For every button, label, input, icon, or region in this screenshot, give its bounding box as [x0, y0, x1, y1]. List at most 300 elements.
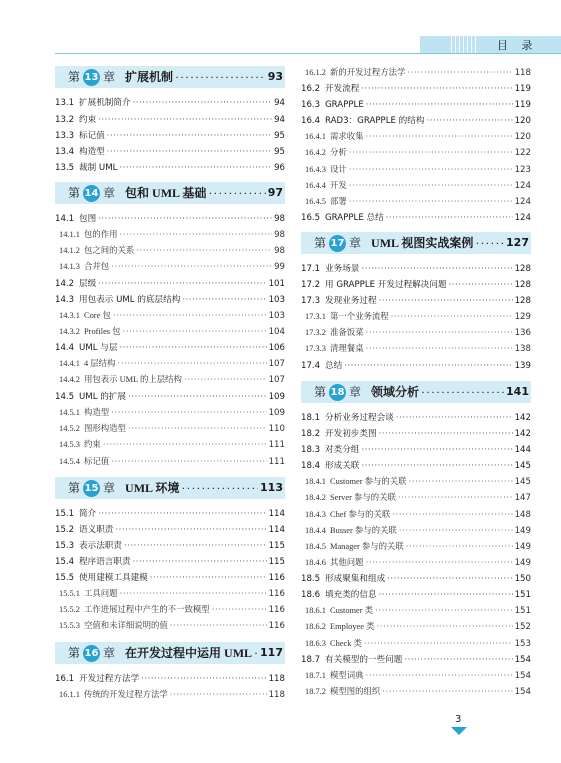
leader-dots — [421, 381, 504, 403]
chapter-page: 113 — [260, 481, 283, 494]
entry-page: 114 — [268, 509, 285, 519]
toc-section[interactable] — [301, 443, 531, 457]
chapter-heading[interactable] — [55, 182, 285, 204]
entry-page: 145 — [514, 461, 531, 471]
toc-section[interactable] — [55, 277, 285, 291]
toc-section[interactable] — [301, 653, 531, 667]
entry-title: 构造型 — [79, 147, 105, 157]
leader-dots — [128, 422, 267, 436]
entry-number: 14.5.2 — [59, 424, 80, 433]
entry-number: 18.4 — [301, 461, 321, 471]
entry-page: 119 — [514, 84, 531, 94]
toc-section[interactable] — [55, 212, 285, 226]
toc-section[interactable] — [301, 114, 531, 128]
chapter-heading[interactable] — [301, 381, 531, 403]
entry-page: 94 — [274, 98, 285, 108]
entry-title: Customer 类 — [330, 606, 374, 615]
entry-page: 129 — [514, 312, 531, 322]
entry-number: 13.5 — [55, 163, 75, 173]
leader-dots — [111, 406, 266, 420]
toc-subsection[interactable] — [301, 556, 531, 570]
entry-number: 14.2 — [55, 279, 75, 289]
entry-number: 17.3.1 — [305, 312, 326, 321]
toc-section[interactable] — [301, 211, 531, 225]
leader-dots — [98, 212, 272, 226]
leader-dots — [361, 459, 512, 473]
entry-title: 开发流程 — [325, 84, 360, 94]
leader-dots — [115, 523, 266, 537]
entry-page: 104 — [268, 327, 285, 337]
toc-subsection[interactable] — [55, 587, 285, 601]
leader-dots — [170, 688, 267, 702]
toc-section[interactable] — [301, 294, 531, 308]
chapter-number: 14 — [83, 185, 100, 202]
entry-title: 裁制 UML — [79, 163, 118, 173]
toc-section[interactable] — [55, 539, 285, 553]
leader-dots — [136, 244, 272, 258]
leader-dots — [366, 130, 513, 144]
entry-page: 114 — [268, 525, 285, 535]
entry-title: 设计 — [330, 165, 347, 174]
entry-page: 124 — [514, 181, 531, 191]
entry-number: 16.4.2 — [305, 148, 326, 157]
entry-title: 包之间的关系 — [84, 246, 135, 255]
entry-title: 开发 — [330, 181, 347, 190]
chapter-prefix: 第 — [314, 236, 327, 250]
toc-subsection[interactable] — [301, 524, 531, 538]
entry-page: 149 — [514, 558, 531, 568]
chapter-prefix: 第 — [68, 70, 81, 84]
leader-dots — [449, 278, 513, 292]
entry-title: 模型图的组织 — [330, 687, 381, 696]
toc-subsection[interactable] — [301, 310, 531, 324]
leader-dots — [409, 475, 513, 489]
entry-number: 16.4.4 — [305, 181, 326, 190]
entry-number: 15.5 — [55, 573, 75, 583]
entry-number: 15.5.2 — [59, 605, 80, 614]
toc-section[interactable] — [301, 427, 531, 441]
leader-dots — [103, 438, 267, 452]
leader-dots — [119, 341, 266, 355]
toc-section[interactable] — [55, 161, 285, 175]
chapter-suffix: 章 — [349, 236, 362, 250]
leader-dots — [375, 604, 513, 618]
chapter-page: 93 — [267, 70, 283, 83]
entry-title: 层级 — [79, 279, 97, 289]
entry-page: 118 — [514, 68, 531, 78]
toc-subsection[interactable] — [55, 406, 285, 420]
leader-dots — [111, 455, 266, 469]
toc-subsection[interactable] — [55, 309, 285, 323]
entry-title: 约束 — [84, 440, 101, 449]
toc-subsection[interactable] — [301, 326, 531, 340]
page-number: 3 — [455, 714, 462, 725]
leader-dots — [366, 98, 513, 112]
entry-title: 空值和未详细说明的值 — [84, 621, 168, 630]
leader-dots — [175, 66, 266, 88]
leader-dots — [133, 96, 272, 110]
entry-title: Server 参与的关联 — [330, 493, 396, 502]
leader-dots — [107, 145, 272, 159]
entry-title: 扩展机制简介 — [79, 98, 131, 108]
leader-dots — [376, 620, 512, 634]
leader-dots — [120, 587, 267, 601]
entry-page: 103 — [268, 311, 285, 321]
chapter-number: 16 — [83, 645, 100, 662]
chapter-heading[interactable] — [55, 66, 285, 88]
toc-subsection[interactable] — [301, 130, 531, 144]
toc-subsection[interactable] — [301, 540, 531, 554]
leader-dots — [366, 669, 513, 683]
leader-dots — [120, 228, 273, 242]
chapter-number: 18 — [329, 384, 346, 401]
entry-number: 14.1.1 — [59, 230, 80, 239]
entry-title: 用包表示 UML 的上层结构 — [84, 375, 182, 384]
entry-page: 116 — [268, 605, 285, 615]
leader-dots — [382, 685, 512, 699]
entry-number: 18.4.1 — [305, 477, 326, 486]
entry-page: 94 — [274, 115, 285, 125]
toc-section[interactable] — [301, 278, 531, 292]
entry-title: 工作进展过程中产生的不一致模型 — [84, 605, 210, 614]
entry-title: 工具问题 — [84, 589, 118, 598]
toc-subsection[interactable] — [301, 179, 531, 193]
entry-page: 142 — [514, 429, 531, 439]
entry-title: 用包表示 UML 的底层结构 — [79, 295, 181, 305]
leader-dots — [475, 232, 504, 254]
toc-subsection[interactable] — [301, 342, 531, 356]
entry-title: 程序语言职责 — [79, 557, 131, 567]
entry-page: 106 — [268, 343, 285, 353]
entry-title: 合并包 — [84, 262, 110, 271]
chapter-prefix: 第 — [314, 385, 327, 399]
entry-page: 154 — [514, 687, 531, 697]
leader-dots — [113, 309, 267, 323]
entry-title: 标记值 — [79, 131, 105, 141]
entry-number: 18.6.2 — [305, 622, 326, 631]
entry-number: 18.4.6 — [305, 558, 326, 567]
entry-title: Busser 参与的关联 — [330, 526, 397, 535]
entry-page: 109 — [268, 392, 285, 402]
entry-title: Core 包 — [84, 311, 111, 320]
entry-page: 151 — [514, 606, 531, 616]
chapter-title: 包和 UML 基础 — [125, 186, 207, 200]
toc-subsection[interactable] — [55, 357, 285, 371]
entry-title: 传统的开发过程方法学 — [84, 690, 168, 699]
entry-title: UML 与层 — [79, 343, 118, 353]
entry-number: 14.1.3 — [59, 262, 80, 271]
entry-number: 13.3 — [55, 131, 75, 141]
chapter-number: 15 — [83, 480, 100, 497]
entry-number: 17.2 — [301, 280, 321, 290]
header-stripes — [448, 36, 476, 53]
leader-dots — [98, 507, 266, 521]
toc-subsection[interactable] — [55, 244, 285, 258]
toc-section[interactable] — [55, 145, 285, 159]
entry-number: 16.4.5 — [305, 197, 326, 206]
entry-title: 包图 — [79, 214, 97, 224]
chapter-page: 127 — [506, 236, 529, 249]
chapter-suffix: 章 — [103, 481, 116, 495]
chapter-title: 在开发过程中运用 UML — [125, 646, 253, 660]
entry-page: 124 — [514, 213, 531, 223]
toc-subsection[interactable] — [301, 508, 531, 522]
entry-page: 154 — [514, 671, 531, 681]
entry-number: 17.1 — [301, 264, 321, 274]
toc-subsection[interactable] — [301, 66, 531, 80]
entry-number: 14.3.2 — [59, 327, 80, 336]
chapter-title: 扩展机制 — [125, 70, 174, 84]
leader-dots — [396, 411, 513, 425]
entry-number: 15.2 — [55, 525, 75, 535]
chapter-heading[interactable] — [301, 232, 531, 254]
entry-page: 101 — [268, 279, 285, 289]
toc-subsection[interactable] — [301, 195, 531, 209]
leader-dots — [379, 294, 513, 308]
toc-subsection[interactable] — [55, 603, 285, 617]
entry-title: 形成聚集和组成 — [325, 574, 386, 584]
entry-page: 123 — [514, 165, 531, 175]
toc-subsection[interactable] — [55, 228, 285, 242]
entry-page: 118 — [268, 690, 285, 700]
entry-page: 115 — [268, 541, 285, 551]
entry-page: 120 — [514, 116, 531, 126]
entry-number: 16.1 — [55, 674, 75, 684]
entry-page: 128 — [514, 264, 531, 274]
entry-number: 18.7.1 — [305, 671, 326, 680]
toc-section[interactable] — [55, 390, 285, 404]
toc-section[interactable] — [55, 96, 285, 110]
leader-dots — [182, 293, 266, 307]
entry-page: 150 — [514, 574, 531, 584]
leader-dots — [349, 146, 513, 160]
toc-section[interactable] — [55, 555, 285, 569]
toc-subsection[interactable] — [301, 669, 531, 683]
leader-dots — [119, 161, 272, 175]
entry-title: 其他问题 — [330, 558, 364, 567]
entry-title: 开发初步类图 — [325, 429, 377, 439]
entry-title: 包的作用 — [84, 230, 118, 239]
entry-page: 98 — [274, 246, 285, 256]
leader-dots — [98, 277, 266, 291]
toc-subsection[interactable] — [301, 637, 531, 651]
leader-dots — [133, 555, 267, 569]
entry-number: 17.3.2 — [305, 328, 326, 337]
toc-subsection[interactable] — [55, 260, 285, 274]
toc-section[interactable] — [55, 571, 285, 585]
entry-page: 136 — [514, 328, 531, 338]
toc-section[interactable] — [55, 129, 285, 143]
chapter-prefix: 第 — [68, 481, 81, 495]
toc-section[interactable] — [55, 672, 285, 686]
entry-number: 14.3.1 — [59, 311, 80, 320]
toc-subsection[interactable] — [301, 685, 531, 699]
entry-number: 13.2 — [55, 115, 75, 125]
entry-title: 发现业务过程 — [325, 296, 377, 306]
entry-page: 151 — [514, 590, 531, 600]
entry-page: 107 — [268, 359, 285, 369]
entry-page: 139 — [514, 361, 531, 371]
entry-number: 18.7 — [301, 655, 321, 665]
toc-section[interactable] — [301, 588, 531, 602]
entry-page: 138 — [514, 344, 531, 354]
toc-subsection[interactable] — [301, 620, 531, 634]
leader-dots — [366, 342, 513, 356]
entry-number: 14.5.1 — [59, 408, 80, 417]
entry-page: 116 — [268, 573, 285, 583]
entry-number: 15.1 — [55, 509, 75, 519]
toc-subsection[interactable] — [55, 688, 285, 702]
chapter-number: 17 — [329, 235, 346, 252]
toc-section[interactable] — [301, 82, 531, 96]
entry-title: 准备饭菜 — [330, 328, 364, 337]
toc-section[interactable] — [301, 262, 531, 276]
leader-dots — [398, 491, 513, 505]
toc-section[interactable] — [301, 572, 531, 586]
entry-page: 147 — [514, 493, 531, 503]
toc-subsection[interactable] — [301, 146, 531, 160]
entry-title: 使用建模工具建模 — [79, 573, 148, 583]
entry-number: 15.5.1 — [59, 589, 80, 598]
entry-number: 14.1 — [55, 214, 75, 224]
toc-subsection[interactable] — [55, 438, 285, 452]
chapter-prefix: 第 — [68, 186, 81, 200]
entry-page: 149 — [514, 542, 531, 552]
entry-number: 18.6.1 — [305, 606, 326, 615]
entry-page: 111 — [268, 440, 285, 450]
leader-dots — [117, 357, 266, 371]
leader-dots — [407, 66, 512, 80]
page-marker-icon — [451, 727, 467, 735]
leader-dots — [128, 390, 267, 404]
entry-number: 14.5.4 — [59, 457, 80, 466]
leader-dots — [150, 571, 267, 585]
entry-page: 153 — [514, 639, 531, 649]
leader-dots — [141, 672, 266, 686]
chapter-prefix: 第 — [68, 646, 81, 660]
entry-number: 18.6 — [301, 590, 321, 600]
leader-dots — [379, 588, 513, 602]
toc-section[interactable] — [55, 293, 285, 307]
toc-subsection[interactable] — [301, 604, 531, 618]
toc-subsection[interactable] — [55, 325, 285, 339]
chapter-number: 13 — [83, 69, 100, 86]
entry-page: 107 — [268, 375, 285, 385]
entry-number: 16.5 — [301, 213, 321, 223]
chapter-heading[interactable] — [55, 642, 285, 664]
leader-dots — [124, 539, 267, 553]
entry-title: 分析 — [330, 148, 347, 157]
toc-subsection[interactable] — [55, 422, 285, 436]
entry-title: GRAPPLE — [325, 100, 364, 110]
entry-number: 14.1.2 — [59, 246, 80, 255]
leader-dots — [98, 113, 272, 127]
entry-title: 清理餐桌 — [330, 344, 364, 353]
toc-section[interactable] — [55, 523, 285, 537]
entry-title: 部署 — [330, 197, 347, 206]
toc-section[interactable] — [55, 341, 285, 355]
entry-page: 149 — [514, 526, 531, 536]
entry-title: 图形构造型 — [84, 424, 126, 433]
leader-dots — [361, 82, 512, 96]
entry-page: 98 — [274, 230, 285, 240]
toc-subsection[interactable] — [301, 475, 531, 489]
entry-number: 16.4.1 — [305, 132, 326, 141]
entry-number: 14.4.1 — [59, 359, 80, 368]
entry-page: 95 — [274, 131, 285, 141]
entry-number: 18.4.2 — [305, 493, 326, 502]
leader-dots — [364, 637, 513, 651]
chapter-title: UML 环境 — [125, 481, 180, 495]
entry-number: 18.4.4 — [305, 526, 326, 535]
entry-number: 17.4 — [301, 361, 321, 371]
entry-number: 17.3 — [301, 296, 321, 306]
toc-subsection[interactable] — [301, 163, 531, 177]
entry-page: 154 — [514, 655, 531, 665]
leader-dots — [366, 556, 513, 570]
chapter-heading[interactable] — [55, 477, 285, 499]
toc-subsection[interactable] — [55, 373, 285, 387]
leader-dots — [107, 129, 272, 143]
entry-number: 17.3.3 — [305, 344, 326, 353]
toc-section[interactable] — [55, 113, 285, 127]
chapter-suffix: 章 — [103, 646, 116, 660]
entry-title: 形成关联 — [325, 461, 360, 471]
entry-page: 124 — [514, 197, 531, 207]
entry-title: UML 的扩展 — [79, 392, 127, 402]
entry-page: 115 — [268, 557, 285, 567]
toc-section[interactable] — [301, 459, 531, 473]
leader-dots — [123, 325, 267, 339]
entry-page: 96 — [274, 163, 285, 173]
entry-number: 15.5.3 — [59, 621, 80, 630]
leader-dots — [254, 642, 258, 664]
toc-section[interactable] — [55, 507, 285, 521]
toc-subsection[interactable] — [301, 491, 531, 505]
leader-dots — [349, 179, 513, 193]
entry-number: 18.4.5 — [305, 542, 326, 551]
entry-page: 119 — [514, 100, 531, 110]
entry-title: Customer 参与的关联 — [330, 477, 407, 486]
entry-title: 总结 — [325, 361, 343, 371]
entry-page: 142 — [514, 413, 531, 423]
leader-dots — [387, 572, 512, 586]
entry-title: 有关模型的一些问题 — [325, 655, 403, 665]
toc-subsection[interactable] — [55, 619, 285, 633]
entry-title: 用 GRAPPLE 开发过程解决问题 — [325, 280, 447, 290]
entry-title: 简介 — [79, 509, 97, 519]
toc-section[interactable] — [301, 98, 531, 112]
toc-section[interactable] — [301, 411, 531, 425]
toc-section[interactable] — [301, 359, 531, 373]
toc-subsection[interactable] — [55, 455, 285, 469]
entry-title: 业务场景 — [325, 264, 360, 274]
entry-title: 标记值 — [84, 457, 110, 466]
entry-number: 16.3 — [301, 100, 321, 110]
entry-number: 18.5 — [301, 574, 321, 584]
leader-dots — [392, 508, 512, 522]
entry-page: 95 — [274, 147, 285, 157]
entry-page: 110 — [268, 424, 285, 434]
chapter-title: UML 视图实战案例 — [371, 236, 474, 250]
leader-dots — [406, 540, 513, 554]
entry-title: GRAPPLE 总结 — [325, 213, 384, 223]
leader-dots — [212, 603, 267, 617]
entry-title: 分析业务过程会谈 — [325, 413, 394, 423]
entry-title: Chef 参与的关联 — [330, 510, 391, 519]
entry-number: 14.4 — [55, 343, 75, 353]
entry-title: 对类分组 — [325, 445, 360, 455]
